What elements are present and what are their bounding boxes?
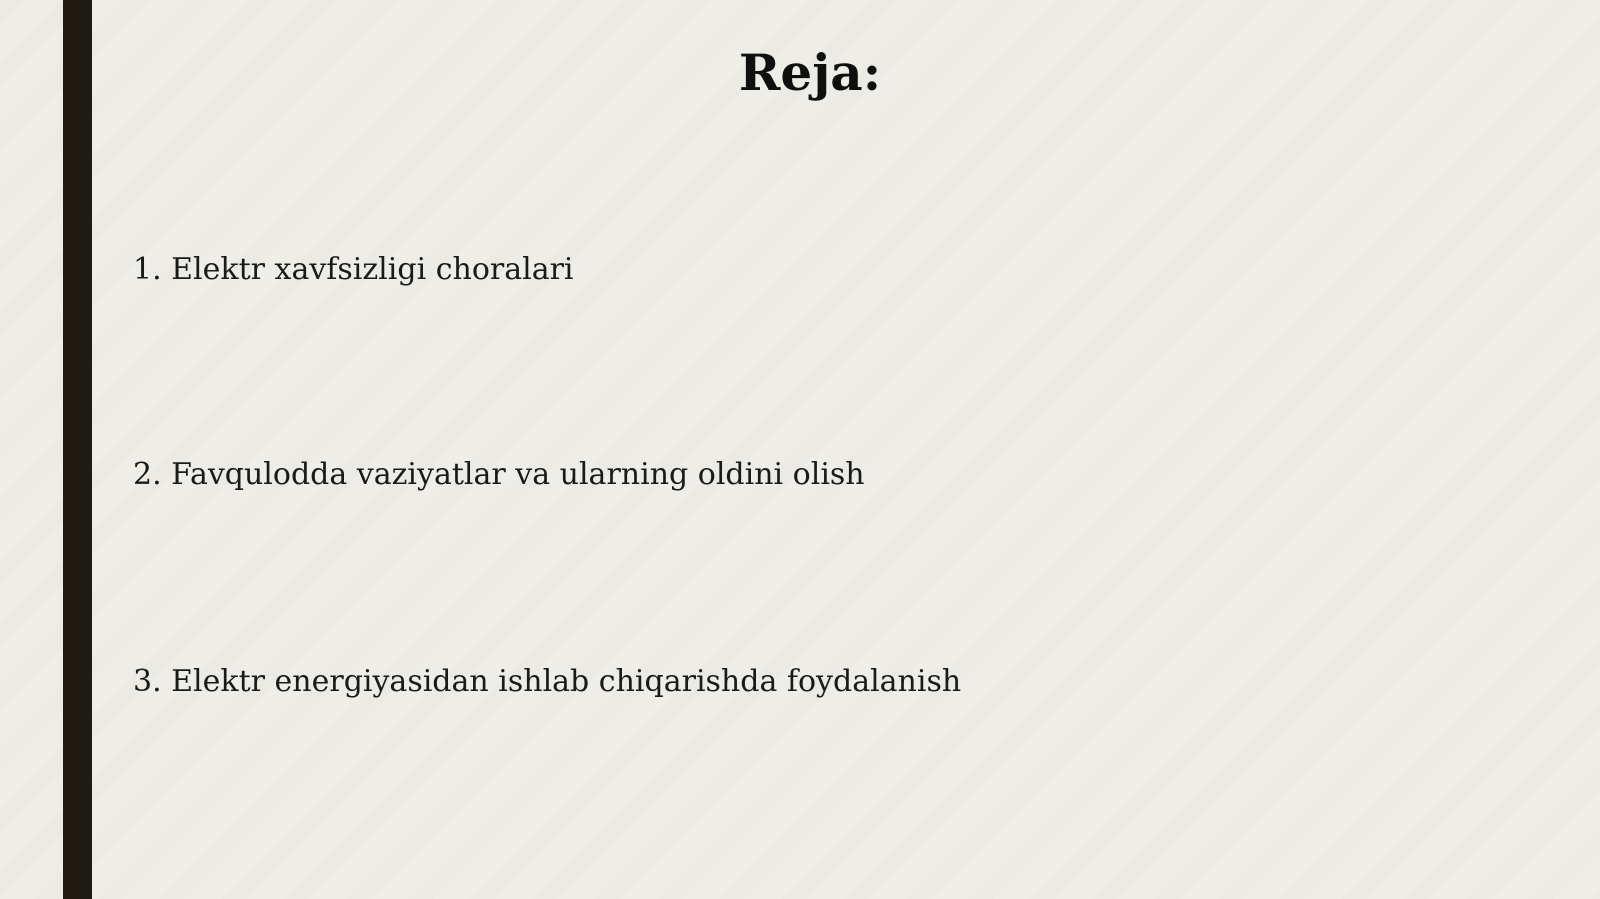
plan-item-3: 3. Elektr energiyasidan ishlab chiqarishda foydalanish (133, 664, 962, 699)
plan-item-1: 1. Elektr xavfsizligi choralari (133, 252, 574, 287)
accent-side-bar (63, 0, 92, 899)
slide-title: Reja: (738, 43, 882, 102)
plan-item-2: 2. Favqulodda vaziyatlar va ularning oldini olish (133, 457, 865, 492)
